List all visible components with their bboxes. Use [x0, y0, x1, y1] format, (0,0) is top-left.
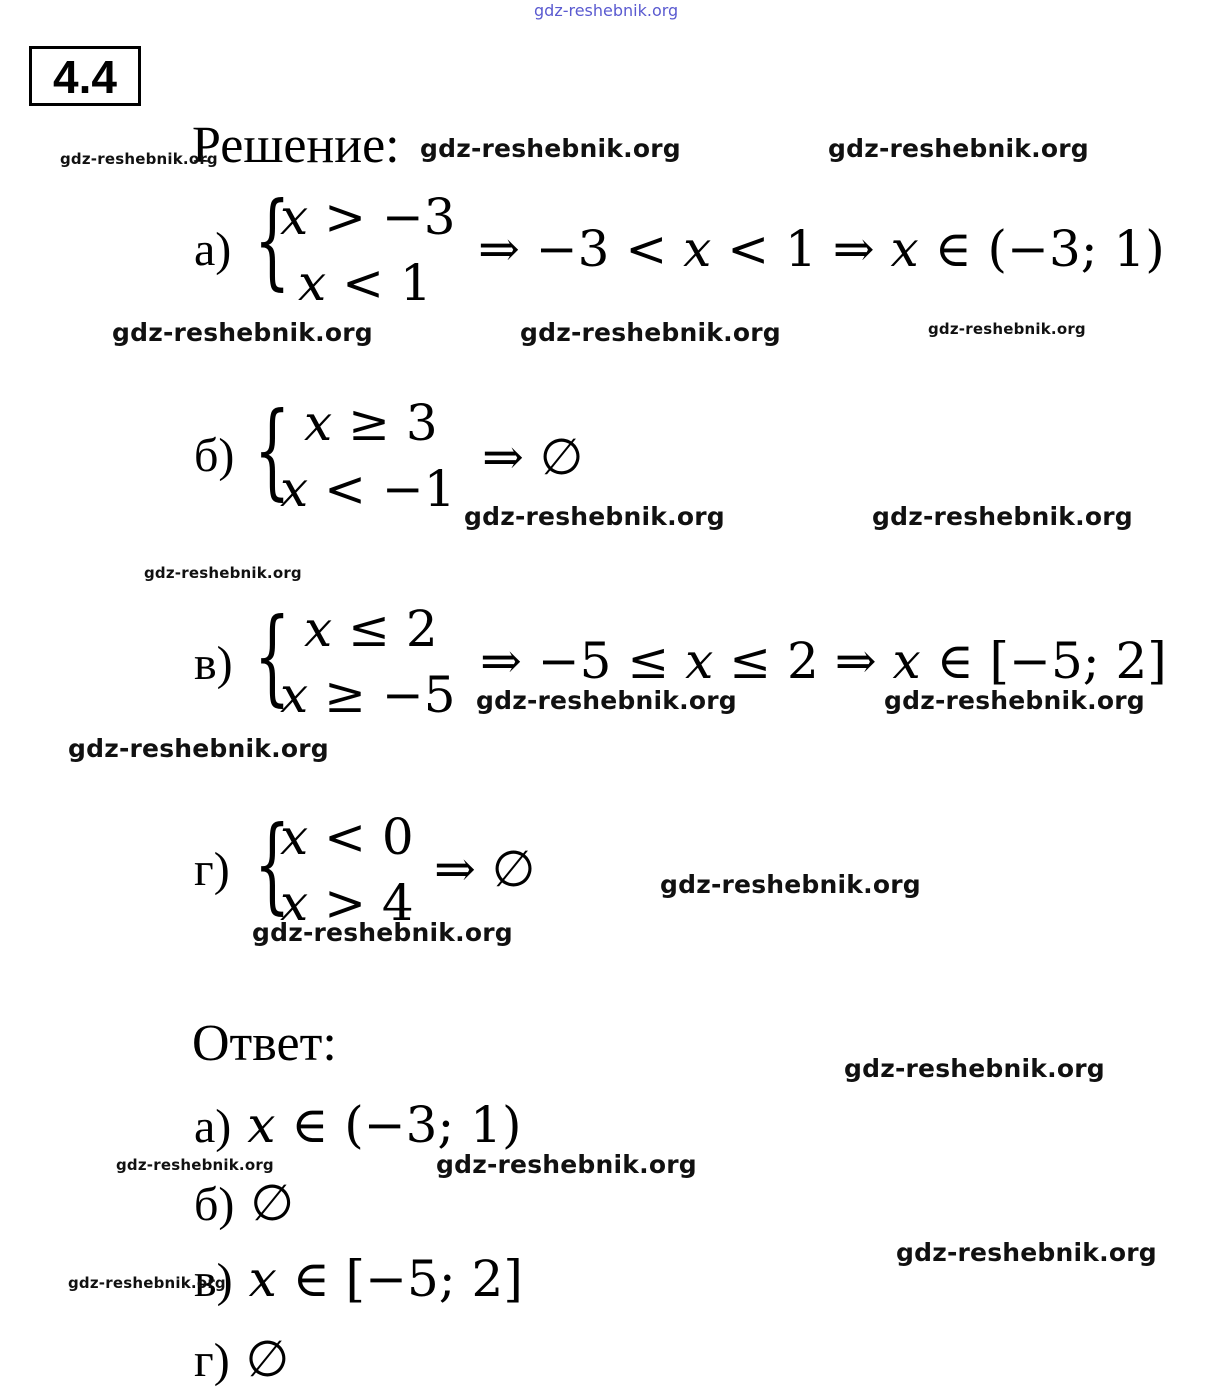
watermark: gdz-reshebnik.org [420, 134, 681, 163]
watermark: gdz-reshebnik.org [660, 870, 921, 899]
answer-value: 𝑥 ∈ (−3; 1) [247, 1096, 522, 1154]
system-line-2: 𝑥 < 1 [298, 254, 432, 312]
problem-number-box: 4.4 [29, 46, 141, 106]
watermark: gdz-reshebnik.org [828, 134, 1089, 163]
answer-label: б) [194, 1178, 235, 1231]
watermark: gdz-reshebnik.org [68, 1274, 226, 1292]
answer-g [194, 1330, 290, 1388]
curly-brace-icon: { [254, 389, 291, 511]
curly-brace-icon: { [254, 179, 291, 301]
system-label: г) [194, 843, 230, 896]
watermark: gdz-reshebnik.org [60, 150, 218, 168]
watermark: gdz-reshebnik.org [112, 318, 373, 347]
system-result: ⇒ ∅ [434, 840, 536, 898]
watermark: gdz-reshebnik.org [68, 734, 329, 763]
watermark: gdz-reshebnik.org [476, 686, 737, 715]
answer-label: а) [194, 1100, 232, 1153]
watermark: gdz-reshebnik.org [252, 918, 513, 947]
answer-value: 𝑥 ∈ [−5; 2] [248, 1250, 523, 1308]
answer-v [194, 1250, 523, 1308]
answer-label: г) [194, 1334, 230, 1387]
watermark: gdz-reshebnik.org [520, 318, 781, 347]
system-line-1: 𝑥 > −3 [280, 188, 456, 246]
watermark: gdz-reshebnik.org [464, 502, 725, 531]
answer-a [194, 1096, 522, 1154]
system-result: ⇒ ∅ [482, 428, 584, 486]
system-label: в) [194, 637, 233, 690]
system-line-2: 𝑥 < −1 [280, 460, 456, 518]
watermark: gdz-reshebnik.org [116, 1156, 274, 1174]
system-line-2: 𝑥 ≥ −5 [280, 666, 456, 724]
system-result: ⇒ −5 ≤ 𝑥 ≤ 2 ⇒ 𝑥 ∈ [−5; 2] [480, 632, 1167, 690]
top-watermark: gdz-reshebnik.org [534, 1, 679, 20]
system-label: б) [194, 429, 235, 482]
answer-b [194, 1174, 294, 1232]
watermark: gdz-reshebnik.org [844, 1054, 1105, 1083]
answer-heading: Ответ: [192, 1015, 337, 1072]
watermark: gdz-reshebnik.org [884, 686, 1145, 715]
system-line-1: 𝑥 ≤ 2 [304, 600, 438, 658]
system-result: ⇒ −3 < 𝑥 < 1 ⇒ 𝑥 ∈ (−3; 1) [478, 220, 1165, 278]
watermark: gdz-reshebnik.org [928, 320, 1086, 338]
watermark: gdz-reshebnik.org [872, 502, 1133, 531]
curly-brace-icon: { [254, 595, 291, 717]
watermark: gdz-reshebnik.org [896, 1238, 1157, 1267]
watermark: gdz-reshebnik.org [144, 564, 302, 582]
system-line-1: 𝑥 < 0 [280, 808, 414, 866]
system-label: а) [194, 223, 232, 276]
system-line-1: 𝑥 ≥ 3 [304, 394, 438, 452]
watermark: gdz-reshebnik.org [436, 1150, 697, 1179]
answer-value: ∅ [250, 1174, 294, 1232]
solution-heading: Решение: [192, 117, 400, 174]
answer-label: в) [194, 1254, 233, 1307]
answer-value: ∅ [245, 1330, 290, 1388]
system-line-2: 𝑥 > 4 [280, 874, 414, 932]
curly-brace-icon: { [254, 803, 291, 925]
